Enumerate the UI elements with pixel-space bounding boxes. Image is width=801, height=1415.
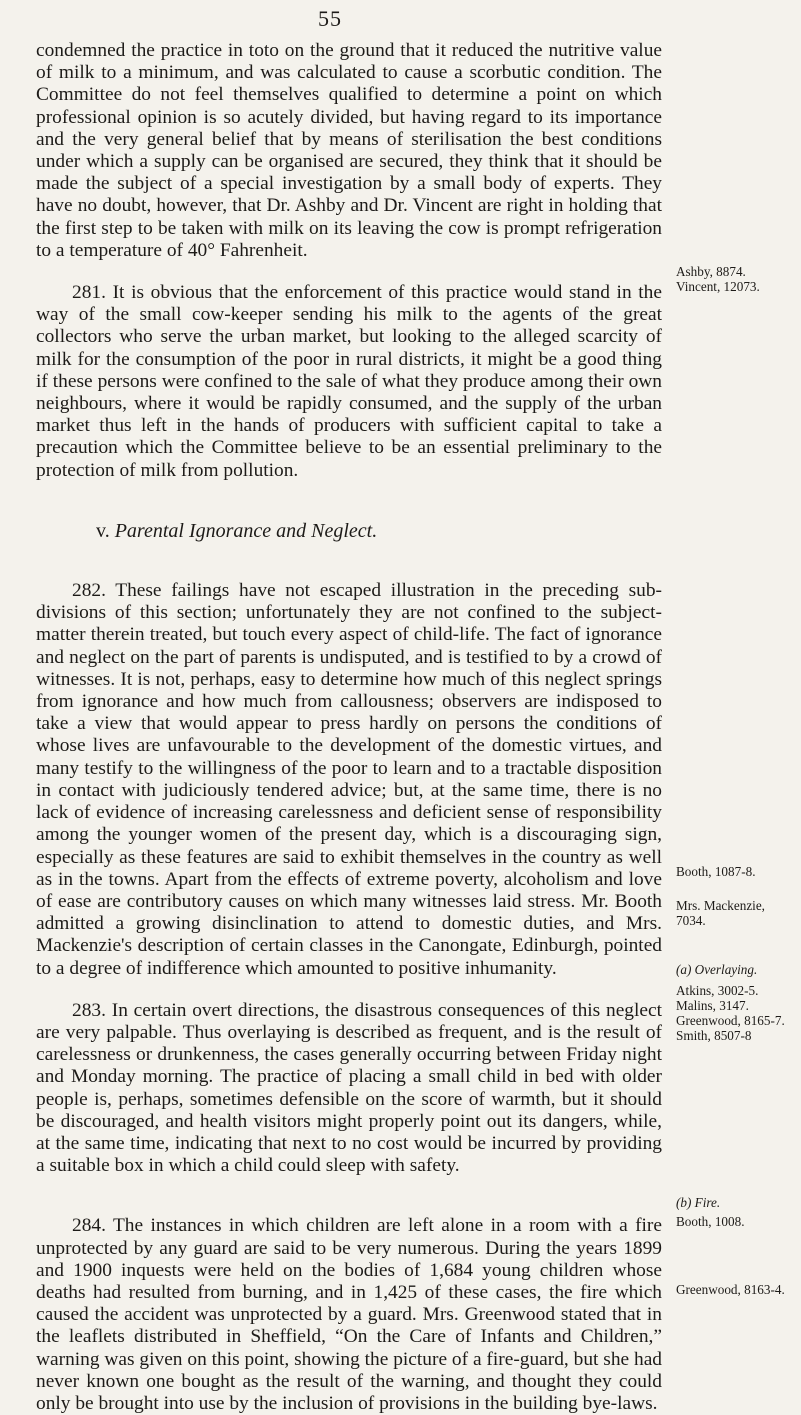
section-number: v. [96, 519, 110, 542]
margin-note-line: Booth, 1008. [676, 1214, 745, 1229]
section-title: Parental Ignorance and Neglect. [114, 519, 378, 542]
margin-note-line: Atkins, 3002-5. [676, 983, 759, 998]
margin-note-greenwood [676, 1282, 798, 1297]
margin-note-booth [676, 864, 798, 879]
margin-note-line: Greenwood, 8163-4. [676, 1282, 785, 1297]
margin-note-line: Mrs. Mackenzie, [676, 898, 765, 913]
paragraph-280-continued: condemned the practice in toto on the ground that it reduced the nutritive value of milk to a minimum, and was calculated to cause a scorbutic condition. The Committee do not feel themselves qualified to determine a point on which professional opinion is so acutely divided, but having regard to its importance and the very general belief that by means of sterilisation the best conditions under which a supply can be organised are secured, they think that it should be made the subject of a special investigation by a small body of experts. They have no doubt, however, that Dr. Ashby and Dr. Vincent are right in holding that the first step to be taken with milk on its leaving the cow is prompt refrigeration to a temperature of 40° Fahrenheit. [36, 40, 662, 261]
section-heading [36, 520, 662, 542]
margin-note-line: Malins, 3147. [676, 998, 749, 1013]
margin-note-line: 7034. [676, 913, 706, 928]
margin-note-fire [676, 1195, 798, 1229]
paragraph-284: 284. The instances in which children are left alone in a room with a fire unprotected by any guard are said to be very numerous. During the years 1899 and 1900 inquests were held on the bodies of 1,684 young children whose deaths had resulted from burning, and in 1,425 of these cases, the fire which caused the accident was unprotected by a guard. Mrs. Greenwood stated that in the leaflets distributed in Sheffield, “On the Care of Infants and Children,” warning was given on this point, showing the picture of a fire-guard, but she had never known one bought as the result of the warning, and thought they could only be brought into use by the inclusion of provisions in the building bye-laws. [36, 1215, 662, 1414]
page-number: 55 [318, 6, 342, 31]
paragraph-283: 283. In certain overt directions, the disastrous consequences of this neglect are very palpable. Thus overlaying is described as frequent, and is the result of carelessness or drunkenness, the cases generally occurring between Friday night and Monday morning. The practice of placing a small child in bed with older people is, perhaps, sometimes defensible on the score of warmth, but it should be discouraged, and health visitors might properly point out its dangers, while, at the same time, indicating that next to no cost would be incurred by providing a suitable box in which a child could sleep with safety. [36, 999, 662, 1177]
margin-note-line: Smith, 8507-8 [676, 1028, 752, 1043]
margin-note-line: Vincent, 12073. [676, 279, 760, 294]
margin-note-ashby [676, 264, 798, 294]
margin-note-line: Greenwood, 8165-7. [676, 1013, 785, 1028]
margin-note-mackenzie [676, 898, 798, 928]
margin-note-overlaying [676, 962, 798, 1043]
margin-note-heading: (b) Fire. [676, 1195, 721, 1210]
paragraph-282: 282. These failings have not escaped illustration in the preceding sub-divisions of this section; unfortunately they are not confined to the subject-matter therein treated, but touch every aspect of child-life. The fact of ignorance and neglect on the part of parents is undisputed, and is testified to by a crowd of witnesses. It is not, perhaps, easy to determine how much of this neglect springs from ignorance and how much from callousness; observers are indisposed to take a view that would appear to press hardly on persons the conditions of whose lives are unfavourable to the development of the domestic virtues, and many testify to the willingness of the poor to learn and to a tractable disposition in contact with judiciously tendered advice; but, at the same time, there is no lack of evidence of increasing carelessness and deficient sense of responsibility among the younger women of the present day, which is a discouraging sign, especially as these features are said to exhibit themselves in the country as well as in the towns. Apart from the effects of extreme poverty, alcoholism and love of ease are contributory causes on which many witnesses laid stress. Mr. Booth admitted a growing disinclination to attend to domestic duties, and Mrs. Mackenzie's description of certain classes in the Canongate, Edinburgh, pointed to a degree of indifference which amounted to positive inhumanity. [36, 580, 662, 979]
margin-note-line: Booth, 1087-8. [676, 864, 756, 879]
margin-note-line: Ashby, 8874. [676, 264, 746, 279]
main-text [36, 40, 662, 1415]
paragraph-281: 281. It is obvious that the enforcement of this practice would stand in the way of the small cow-keeper sending his milk to the agents of the great collectors who serve the urban market, but looking to the alleged scarcity of milk for the consumption of the poor in rural districts, it might be a good thing if these persons were confined to the sale of what they produce among their own neighbours, where it would be rapidly consumed, and the supply of the urban market thus left in the hands of producers with sufficient capital to take a precaution which the Committee believe to be an essential preliminary to the protection of milk from pollution. [36, 282, 662, 481]
margin-note-heading: (a) Overlaying. [676, 962, 758, 977]
